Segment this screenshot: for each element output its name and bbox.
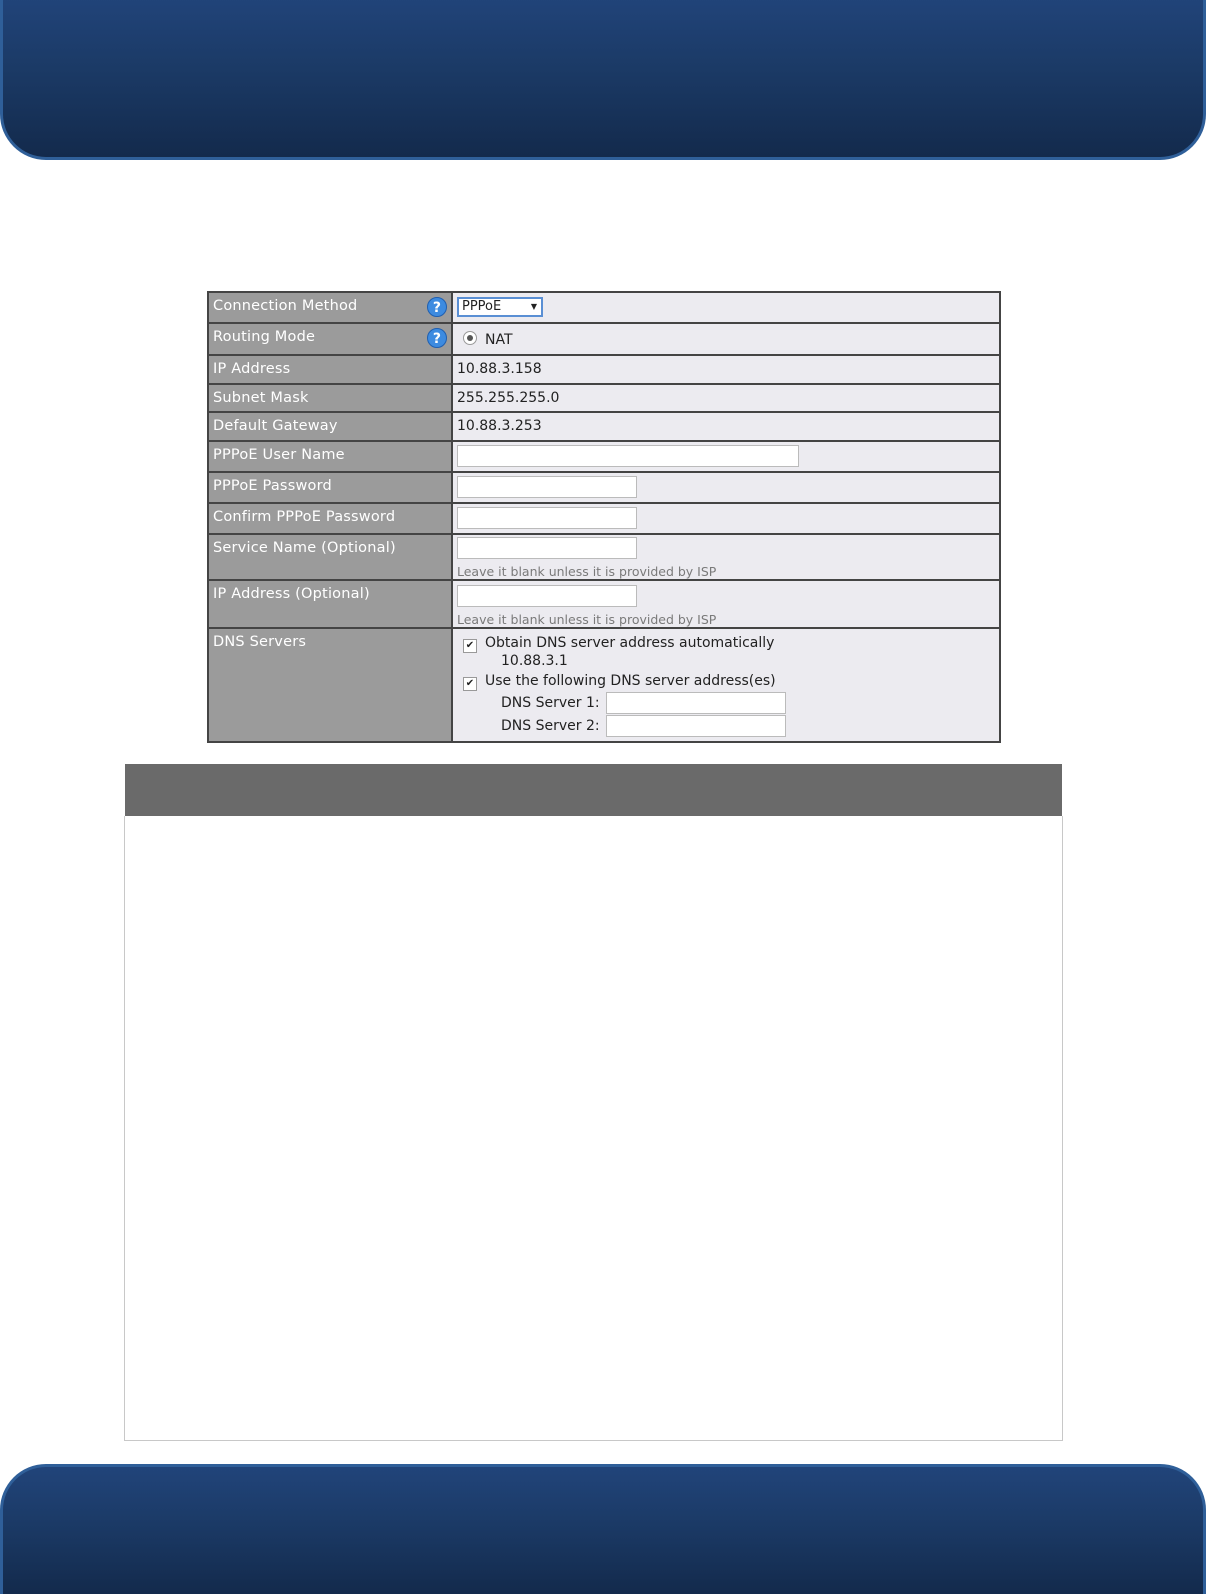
label-cell	[208, 628, 452, 742]
label-cell	[208, 503, 452, 534]
label-cell	[208, 292, 452, 323]
ip-address-optional-input[interactable]	[457, 585, 637, 607]
wan-settings-table	[207, 291, 1001, 743]
label-cell	[208, 472, 452, 503]
dns-server-1-input[interactable]	[606, 692, 786, 714]
row-service-name	[208, 534, 1000, 580]
service-name-label: Service Name (Optional)	[213, 540, 396, 556]
subnet-mask-label: Subnet Mask	[213, 390, 309, 406]
ip-address-optional-label: IP Address (Optional)	[213, 586, 370, 602]
header-banner	[0, 0, 1206, 160]
footer-banner	[0, 1464, 1206, 1594]
value-cell	[452, 580, 1000, 628]
dns-server-1-row	[457, 692, 995, 714]
pppoe-password-input[interactable]	[457, 476, 637, 498]
pppoe-password-label: PPPoE Password	[213, 478, 332, 494]
value-cell	[452, 441, 1000, 472]
label-cell	[208, 580, 452, 628]
row-pppoe-password	[208, 472, 1000, 503]
routing-mode-nat-label: NAT	[485, 332, 513, 348]
row-subnet-mask	[208, 384, 1000, 412]
value-cell	[452, 628, 1000, 742]
panel-body	[124, 816, 1063, 1441]
label-cell	[208, 534, 452, 580]
dns-servers-label: DNS Servers	[213, 634, 307, 650]
label-cell	[208, 412, 452, 441]
panel-header	[125, 764, 1062, 816]
pppoe-user-name-label: PPPoE User Name	[213, 447, 345, 463]
default-gateway-value: 10.88.3.253	[457, 418, 542, 434]
connection-method-selected: PPPoE	[462, 299, 502, 314]
dns-auto-checkbox[interactable]: ✔	[463, 639, 477, 653]
value-cell	[452, 292, 1000, 323]
row-ip-address	[208, 355, 1000, 384]
dns-auto-label: Obtain DNS server address automatically	[485, 635, 775, 651]
value-cell	[452, 384, 1000, 412]
label-cell	[208, 355, 452, 384]
dns-server-2-label: DNS Server 2:	[501, 718, 600, 734]
row-confirm-pppoe-password	[208, 503, 1000, 534]
dns-server-2-input[interactable]	[606, 715, 786, 737]
service-name-hint: Leave it blank unless it is provided by ISP	[457, 564, 717, 579]
value-cell	[452, 412, 1000, 441]
default-gateway-label: Default Gateway	[213, 418, 338, 434]
connection-method-select[interactable]	[457, 297, 543, 317]
dns-manual-option	[457, 673, 995, 691]
label-cell	[208, 384, 452, 412]
dns-server-1-label: DNS Server 1:	[501, 695, 600, 711]
dns-manual-label: Use the following DNS server address(es)	[485, 673, 776, 689]
dns-auto-value: 10.88.3.1	[501, 653, 568, 669]
dns-server-2-row	[457, 715, 995, 737]
subnet-mask-value: 255.255.255.0	[457, 390, 560, 406]
value-cell	[452, 503, 1000, 534]
label-cell	[208, 441, 452, 472]
value-cell	[452, 323, 1000, 355]
service-name-input[interactable]	[457, 537, 637, 559]
ip-address-optional-hint: Leave it blank unless it is provided by ISP	[457, 612, 717, 627]
ip-address-label: IP Address	[213, 361, 291, 377]
row-connection-method	[208, 292, 1000, 323]
row-pppoe-user-name	[208, 441, 1000, 472]
row-default-gateway	[208, 412, 1000, 441]
value-cell	[452, 355, 1000, 384]
label-cell	[208, 323, 452, 355]
row-routing-mode	[208, 323, 1000, 355]
value-cell	[452, 534, 1000, 580]
chevron-down-icon: ▼	[530, 302, 537, 311]
confirm-pppoe-password-label: Confirm PPPoE Password	[213, 509, 396, 525]
routing-mode-label: Routing Mode	[213, 329, 316, 345]
pppoe-user-name-input[interactable]	[457, 445, 799, 467]
help-icon[interactable]: ?	[427, 328, 447, 348]
dns-auto-option	[457, 635, 995, 653]
dns-manual-checkbox[interactable]: ✔	[463, 677, 477, 691]
confirm-pppoe-password-input[interactable]	[457, 507, 637, 529]
row-ip-address-optional	[208, 580, 1000, 628]
connection-method-label: Connection Method	[213, 298, 358, 314]
ip-address-value: 10.88.3.158	[457, 361, 542, 377]
value-cell	[452, 472, 1000, 503]
routing-mode-nat-radio[interactable]	[463, 331, 477, 345]
row-dns-servers	[208, 628, 1000, 742]
help-icon[interactable]: ?	[427, 297, 447, 317]
